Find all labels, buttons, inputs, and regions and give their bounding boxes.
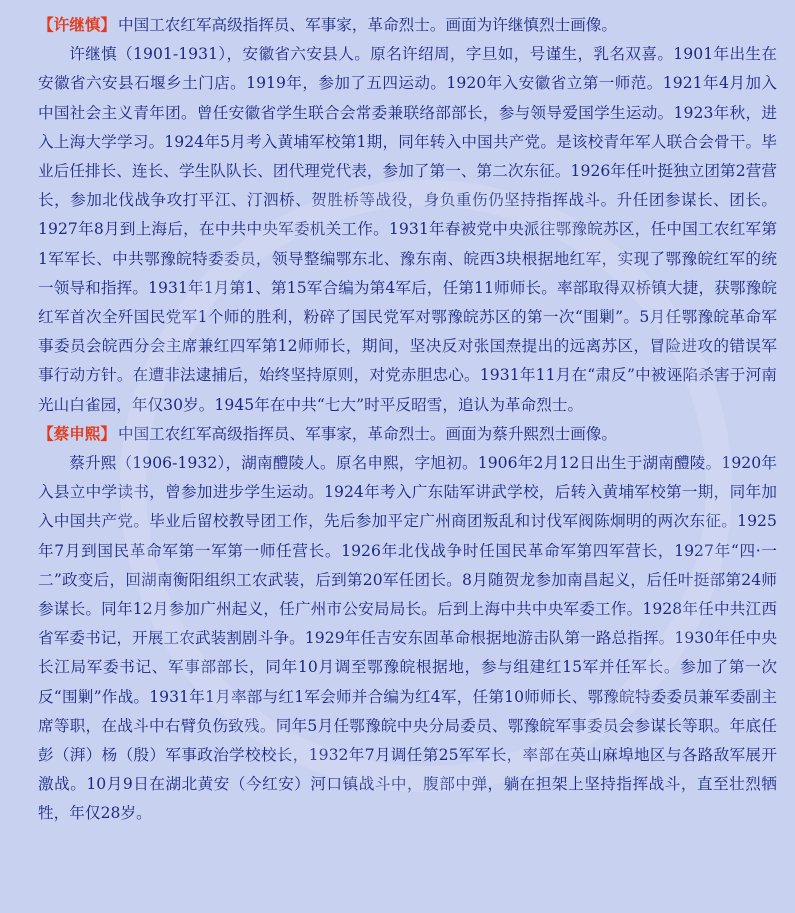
entry-description: 中国工农红军高级指挥员、军事家，革命烈士。画面为蔡升熙烈士画像。 <box>117 424 617 443</box>
entry-description: 中国工农红军高级指挥员、军事家，革命烈士。画面为许继慎烈士画像。 <box>117 16 617 34</box>
entry-heading <box>38 11 777 40</box>
entry-name: 【许继慎】 <box>38 16 116 34</box>
entry-name: 【蔡申熙】 <box>38 424 116 443</box>
entry-biography: 蔡升熙（1906-1932），湖南醴陵人。原名申熙，字旭初。1906年2月12日出生于湖南醴陵。1920年入县立中学读书，曾参加进步学生运动。1924年考入广东陆军讲武学校，后转入黄埔军校第一期，同年加入中国共产党。毕业后留校教导团工作，先后参加平定广州商团叛乱和讨伐军阀陈炯明的两次东征。1925年7月到国民革命军第一军第一师任营长。1926年北伐战争时任国民革命军第四军营长，1927年“四·一二”政变后，回湖南衡阳组织工农武装，后到第20军任团长。8月随贺龙参加南昌起义，后任叶挺部第24师参谋长。同年12月参加广州起义，任广州市公安局局长。后到上海中共中央军委工作。1928年任中共江西省军委书记，开展工农武装割剧斗争。1929年任吉安东固革命根据地游击队第一路总指挥。1930年任中央长江局军委书记、军事部部长，同年10月调至鄂豫皖根据地，参与组建红15军并任军长。参加了第一次反“围剿”作战。1931年1月率部与红1军会师并合编为红4军，任第10师师长、鄂豫皖特委委员兼军委副主席等职，在战斗中右臂负伤致残。同年5月任鄂豫皖中央分局委员、鄂豫皖军事委员会参谋长等职。年底任彭（湃）杨（殷）军事政治学校校长，1932年7月调任第25军军长，率部在英山麻埠地区与各路敌军展开激战。10月9日在湖北黄安（今红安）河口镇战斗中，腹部中弹，躺在担架上坚持指挥战斗，直至壮烈牺牲，年仅28岁。 <box>38 454 777 823</box>
entry-heading <box>38 420 777 449</box>
entry-biography: 许继慎（1901-1931），安徽省六安县人。原名许绍周，字旦如，号谨生，乳名双喜。1901年出生在安徽省六安县石堰乡土门店。1919年，参加了五四运动。1920年入安徽省立第一师范。1921年4月加入中国社会主义青年团。曾任安徽省学生联合会常委兼联络部部长，参与领导爱国学生运动。1923年秋，进入上海大学学习。1924年5月考入黄埔军校第1期，同年转入中国共产党。是该校青年军人联合会骨干。毕业后任排长、连长、学生队队长、团代理党代表，参加了第一、第二次东征。1926年任叶挺独立团第2营营长，参加北伐战争攻打平江、汀泗桥、贺胜桥等战役，身负重伤仍坚持指挥战斗。升任团参谋长、团长。1927年8月到上海后，在中共中央军委机关工作。1931年春被党中央派往鄂豫皖苏区，任中国工农红军第1军军长、中共鄂豫皖特委委员，领导整编鄂东北、豫东南、皖西3块根据地红军，实现了鄂豫皖红军的统一领导和指挥。1931年1月第1、第15军合编为第4军后，任第11师师长。率部取得双桥镇大捷，获鄂豫皖红军首次全歼国民党军1个师的胜利，粉碎了国民党军对鄂豫皖苏区的第一次“围剿”。5月任鄂豫皖革命军事委员会皖西分会主席兼红四军第12师师长，期间，坚决反对张国焘提出的远离苏区，冒险进攻的错误军事行动方针。在遭非法逮捕后，始终坚持原则，对党赤胆忠心。1931年11月在“肃反”中被诬陷杀害于河南光山白雀园，年仅30岁。1945年在中共“七大”时平反昭雪，追认为革命烈士。 <box>38 45 777 414</box>
